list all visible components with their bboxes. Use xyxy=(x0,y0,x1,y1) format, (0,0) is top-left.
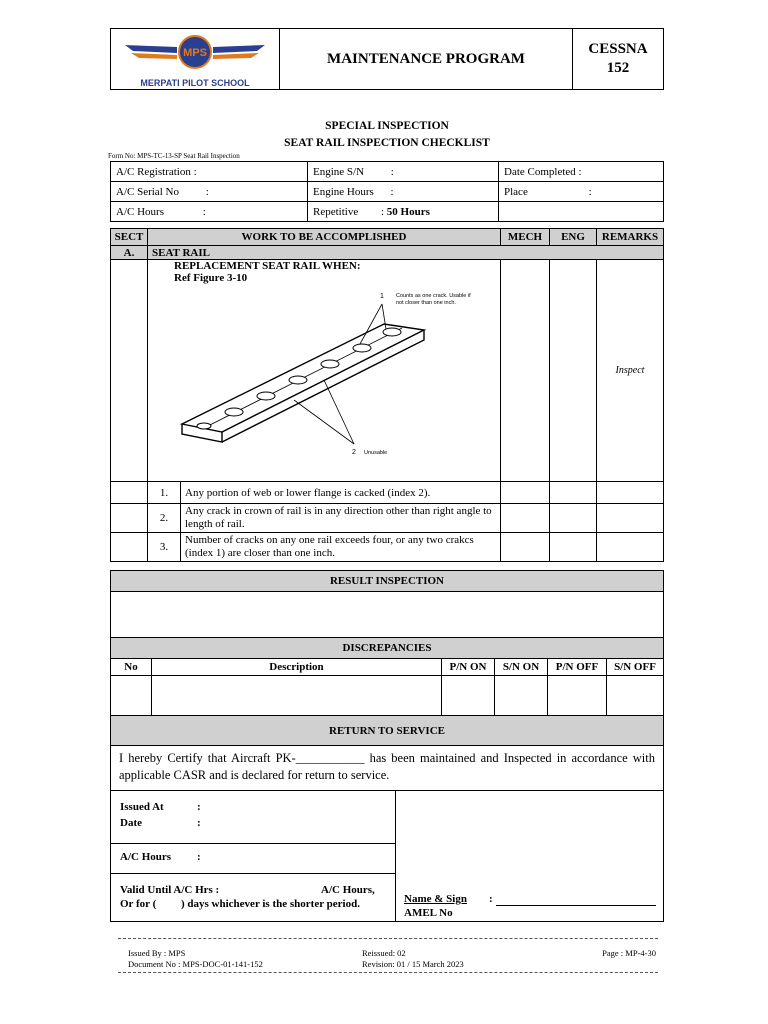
engine-hours-field[interactable] xyxy=(308,182,499,202)
result-inspection-area[interactable] xyxy=(110,591,664,638)
callout-2-text: Unusable xyxy=(364,450,388,456)
disc-cell[interactable] xyxy=(495,676,548,716)
disc-cell[interactable] xyxy=(607,676,664,716)
disc-cell[interactable] xyxy=(111,676,152,716)
certification-statement xyxy=(110,745,664,791)
result-inspection-header: RESULT INSPECTION xyxy=(110,570,664,592)
colon: : xyxy=(205,185,209,198)
footer-divider-top xyxy=(118,938,658,939)
mech-cell[interactable] xyxy=(501,533,550,562)
item-text: Any portion of web or lower flange is cacked (index 2). xyxy=(181,482,501,504)
place-field[interactable] xyxy=(499,182,664,202)
col-no: No xyxy=(111,659,152,676)
blank-field[interactable] xyxy=(499,202,664,222)
colon: : xyxy=(197,801,201,813)
divider xyxy=(111,843,396,844)
name-sign-label: Name & Sign xyxy=(404,893,467,905)
title-special-inspection: SPECIAL INSPECTION xyxy=(325,120,449,132)
engine-sn-label: Engine S/N xyxy=(313,165,365,178)
aircraft-type-make: CESSNA xyxy=(588,41,648,57)
mps-logo xyxy=(115,31,275,75)
amel-no-label: AMEL No xyxy=(404,907,453,919)
ac-hours-label: A/C Hours xyxy=(116,205,164,218)
col-mech: MECH xyxy=(501,229,550,246)
col-sn-on: S/N ON xyxy=(495,659,548,676)
disc-cell[interactable] xyxy=(152,676,442,716)
revision: Revision: 01 / 15 March 2023 xyxy=(362,959,464,969)
aircraft-pk-blank[interactable]: ___________ xyxy=(295,751,365,765)
col-sn-off: S/N OFF xyxy=(607,659,664,676)
disc-cell[interactable] xyxy=(548,676,607,716)
remarks-cell[interactable] xyxy=(597,533,664,562)
figure-sect-cell xyxy=(111,260,148,482)
page-number: Page : MP-4-30 xyxy=(602,948,656,958)
discrepancies-header: DISCREPANCIES xyxy=(110,637,664,659)
replacement-title: REPLACEMENT SEAT RAIL WHEN: xyxy=(174,260,361,272)
eng-cell[interactable] xyxy=(550,533,597,562)
school-name: MERPATI PILOT SCHOOL xyxy=(140,77,250,88)
eng-cell[interactable] xyxy=(550,482,597,504)
ac-hours-label: A/C Hours xyxy=(120,851,172,863)
colon: : xyxy=(489,893,493,905)
engine-sn-field[interactable] xyxy=(308,162,499,182)
ac-hours-field[interactable] xyxy=(111,202,308,222)
colon: : xyxy=(197,851,201,863)
col-eng: ENG xyxy=(550,229,597,246)
callout-1-text-a: Counts as one crack. Usable if xyxy=(396,293,471,299)
item-text: Number of cracks on any one rail exceeds four, or any two crakcs (index 1) are closer than one inch. xyxy=(181,533,501,562)
colon: : xyxy=(390,185,394,198)
ref-figure: Ref Figure 3-10 xyxy=(174,272,248,284)
reissued: Reissued: 02 xyxy=(362,948,406,958)
discrepancies-table xyxy=(110,658,664,716)
issued-at-label: Issued At xyxy=(120,801,164,813)
engine-hours-label: Engine Hours xyxy=(313,185,374,198)
col-description: Description xyxy=(152,659,442,676)
signature-line[interactable] xyxy=(496,905,656,906)
remarks-cell[interactable] xyxy=(597,504,664,533)
item-number: 3. xyxy=(148,533,181,562)
repetitive-label: Repetitive xyxy=(313,205,359,218)
item-text: Any crack in crown of rail is in any direction other than right angle to length of rail. xyxy=(181,504,501,533)
callout-1-text-b: not closer than one inch. xyxy=(396,300,456,306)
col-pn-on: P/N ON xyxy=(442,659,495,676)
colon: : xyxy=(390,165,394,178)
col-sect: SECT xyxy=(111,229,148,246)
item-number: 2. xyxy=(148,504,181,533)
callout-1-number: 1 xyxy=(380,293,384,300)
program-title: MAINTENANCE PROGRAM xyxy=(280,29,573,90)
logo-text: MPS xyxy=(183,46,207,59)
section-name: SEAT RAIL xyxy=(148,246,664,260)
aircraft-type xyxy=(573,29,664,90)
work-table xyxy=(110,228,664,562)
item-sect-cell xyxy=(111,504,148,533)
title-checklist: SEAT RAIL INSPECTION CHECKLIST xyxy=(284,137,490,149)
ac-registration-field[interactable]: A/C Registration : xyxy=(111,162,308,182)
aircraft-type-model: 152 xyxy=(606,60,630,76)
ac-serial-label: A/C Serial No xyxy=(116,185,179,198)
signature-section xyxy=(110,790,664,922)
form-number: Form No: MPS-TC-13-SP Seat Rail Inspection xyxy=(108,152,240,160)
footer-divider-bottom xyxy=(118,972,658,973)
seat-rail-figure xyxy=(174,284,474,464)
remarks-cell[interactable] xyxy=(597,482,664,504)
valid-until-label: Valid Until A/C Hrs : xyxy=(120,884,220,896)
eng-cell[interactable] xyxy=(550,504,597,533)
mech-cell[interactable] xyxy=(501,504,550,533)
date-label: Date xyxy=(120,817,142,829)
document-no: Document No : MPS-DOC-01-141-152 xyxy=(128,959,263,969)
mech-cell[interactable] xyxy=(501,482,550,504)
ac-hours-comma: A/C Hours, xyxy=(321,884,375,896)
date-completed-field[interactable]: Date Completed : xyxy=(499,162,664,182)
remarks-inspect: Inspect xyxy=(597,260,664,482)
item-sect-cell xyxy=(111,533,148,562)
callout-2-number: 2 xyxy=(352,449,356,456)
mech-cell[interactable] xyxy=(501,260,550,482)
col-work: WORK TO BE ACCOMPLISHED xyxy=(148,229,501,246)
eng-cell[interactable] xyxy=(550,260,597,482)
issued-by: Issued By : MPS xyxy=(128,948,186,958)
col-pn-off: P/N OFF xyxy=(548,659,607,676)
divider xyxy=(395,791,396,921)
return-to-service-header: RETURN TO SERVICE xyxy=(110,715,664,746)
divider xyxy=(111,873,396,874)
colon: : xyxy=(380,205,385,218)
place-label: Place xyxy=(504,185,528,198)
item-sect-cell xyxy=(111,482,148,504)
item-number: 1. xyxy=(148,482,181,504)
colon: : xyxy=(588,185,592,198)
cert-text-2: has been maintained and Inspected in accordance with applicable CASR and is declared for return to service. xyxy=(119,751,655,782)
col-remarks: REMARKS xyxy=(597,229,664,246)
document-header xyxy=(110,28,664,90)
repetitive-value: 50 Hours xyxy=(386,205,430,218)
colon: : xyxy=(197,817,201,829)
section-letter: A. xyxy=(111,246,148,260)
logo-cell xyxy=(111,29,280,90)
figure-cell xyxy=(148,260,501,482)
or-for-days: Or for ( ) days whichever is the shorter period. xyxy=(120,898,360,910)
cert-text-1: I hereby Certify that Aircraft PK- xyxy=(119,751,296,765)
info-grid xyxy=(110,161,664,222)
colon: : xyxy=(202,205,206,218)
repetitive-field xyxy=(308,202,499,222)
ac-serial-field[interactable] xyxy=(111,182,308,202)
disc-cell[interactable] xyxy=(442,676,495,716)
